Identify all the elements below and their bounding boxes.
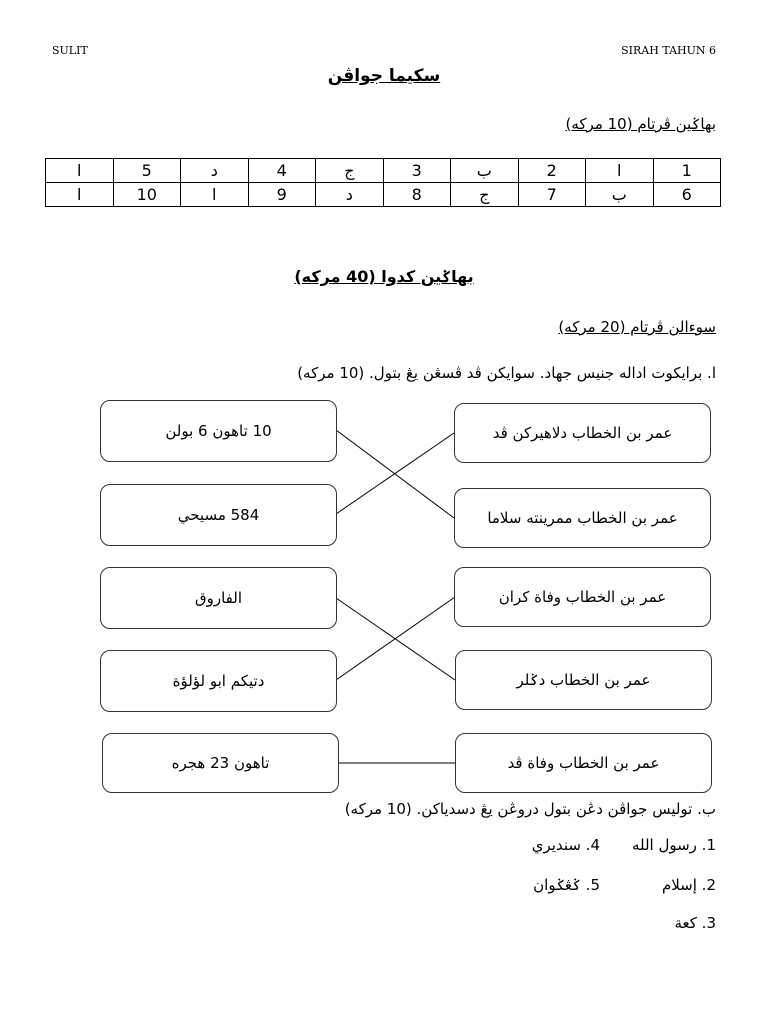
table-cell: 1 [653, 159, 721, 183]
table-cell: 4 [248, 159, 316, 183]
page-title: سكيما جواڤن [327, 66, 441, 86]
answer-item: 5. ݢڠݢوان [533, 876, 600, 894]
left-box: 584 مسيحي [100, 484, 337, 546]
table-cell: 8 [383, 183, 451, 207]
table-cell: 7 [518, 183, 586, 207]
table-cell: ج [316, 159, 384, 183]
table-cell: ا [181, 183, 249, 207]
right-box: عمر بن الخطاب دݢلر [455, 650, 712, 710]
answer-item: 4. سنديري [531, 836, 600, 854]
question-a: ا. برايكوت اداله جنيس جهاد. سوايكن ڤد ڤسڠن يڠ بتول. (10 مركه) [297, 364, 716, 382]
table-cell: 9 [248, 183, 316, 207]
table-cell: ب [586, 183, 654, 207]
table-cell: د [181, 159, 249, 183]
table-cell: ا [46, 159, 114, 183]
header-left: SULIT [52, 44, 88, 57]
table-cell: ب [451, 159, 519, 183]
right-box: عمر بن الخطاب ممرينته سلاما [454, 488, 711, 548]
right-box: عمر بن الخطاب وفاة ڤد [455, 733, 712, 793]
right-box: عمر بن الخطاب وفاة كران [454, 567, 711, 627]
section-heading: سوءالن ڤرتام (20 مركه) [558, 318, 716, 336]
table-cell: 5 [113, 159, 181, 183]
left-box: دتيكم ابو لؤلؤة [100, 650, 337, 712]
right-box: عمر بن الخطاب دلاهيركن ڤد [454, 403, 711, 463]
match-line [336, 433, 454, 514]
part-b-heading: بهاݢين كدوا (40 مركه) [294, 267, 474, 286]
answer-item: 1. رسول الله [631, 836, 716, 854]
table-cell: د [316, 183, 384, 207]
answer-item: 2. إسلام [661, 876, 716, 894]
left-box: الفاروق [100, 567, 337, 629]
question-b: ب. توليس جواڤن دڠن بتول دروڠن يڠ دسدياكن. (10 مركه) [344, 800, 716, 818]
table-cell: 10 [113, 183, 181, 207]
table-cell: ج [451, 183, 519, 207]
answer-item: 3. كعة [674, 914, 716, 932]
table-cell: ا [586, 159, 654, 183]
left-box: 10 تاهون 6 بولن [100, 400, 337, 462]
part-a-heading: بهاݢين ڤرتام (10 مركه) [565, 115, 716, 133]
table-cell: 6 [653, 183, 721, 207]
table-cell: 3 [383, 159, 451, 183]
left-box: تاهون 23 هجره [102, 733, 339, 793]
table-cell: ا [46, 183, 114, 207]
header-right: SIRAH TAHUN 6 [621, 44, 716, 57]
table-cell: 2 [518, 159, 586, 183]
